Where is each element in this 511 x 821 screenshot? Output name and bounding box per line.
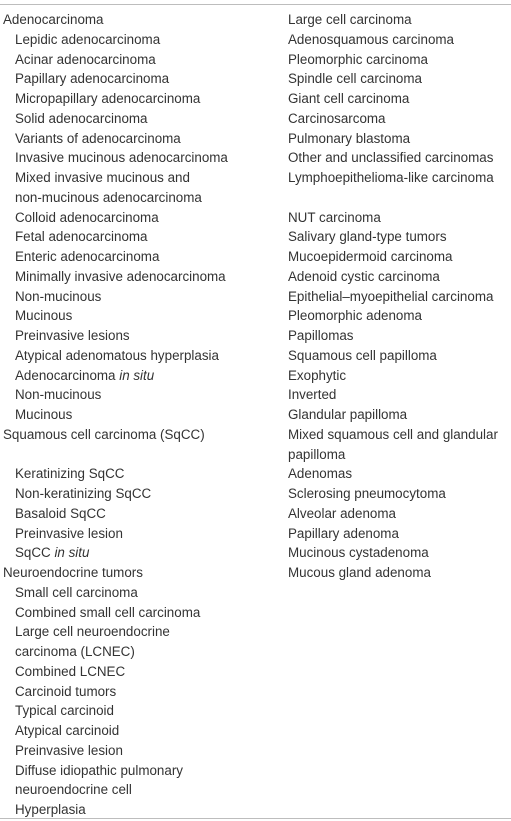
entry-text: Other and unclassified carcinomas [288, 150, 494, 166]
entry-text: Glandular papilloma [288, 407, 408, 422]
subtype-entry [3, 188, 285, 208]
category-heading [288, 543, 511, 563]
subtype-entry [3, 543, 285, 563]
entry-text: NUT carcinoma [288, 209, 381, 225]
category-heading [288, 168, 511, 188]
entry-text: Salivary gland-type tumors [288, 229, 447, 245]
subtype-entry [3, 168, 285, 188]
entry-text: Pleomorphic adenoma [288, 308, 422, 324]
entry-text: Preinvasive lesion [15, 742, 123, 758]
entry-text: Exophytic [288, 367, 347, 383]
subtype-entry [3, 504, 285, 524]
entry-text: Large cell carcinoma [288, 12, 412, 27]
category-heading [288, 30, 511, 50]
subtype-entry [3, 208, 285, 228]
entry-text: Carcinoid tumors [15, 683, 117, 699]
category-heading [288, 109, 511, 129]
category-heading [288, 267, 511, 287]
subtype-entry [3, 583, 285, 603]
entry-text: Invasive mucinous adenocarcinoma [15, 150, 228, 166]
subtype-entry [3, 622, 285, 642]
entry-text: Papillomas [288, 328, 354, 343]
entry-text: Adenocarcinoma [3, 12, 104, 27]
category-heading [288, 50, 511, 70]
entry-text: Solid adenocarcinoma [15, 110, 148, 126]
classification-column-right [288, 10, 511, 583]
entry-text: Combined LCNEC [15, 663, 126, 679]
entry-text: Acinar adenocarcinoma [15, 51, 156, 67]
category-heading [288, 366, 511, 386]
entry-text: Squamous cell papilloma [288, 347, 437, 363]
category-heading [288, 504, 511, 524]
subtype-entry [3, 800, 285, 820]
category-heading [288, 445, 511, 465]
subtype-entry [3, 227, 285, 247]
subtype-entry [3, 524, 285, 544]
entry-italic-text: in situ [119, 367, 155, 383]
entry-text: Mucinous [15, 407, 73, 422]
entry-text: Mucoepidermoid carcinoma [288, 249, 453, 264]
subtype-entry [3, 89, 285, 109]
entry-text: Non-keratinizing SqCC [15, 486, 152, 501]
entry-text: carcinoma (LCNEC) [15, 644, 135, 659]
entry-text: Carcinosarcoma [288, 110, 386, 126]
entry-text: Combined small cell carcinoma [15, 604, 201, 620]
entry-text: Mucous gland adenoma [288, 565, 431, 580]
category-heading [288, 287, 511, 307]
subtype-entry [3, 306, 285, 326]
subtype-entry [3, 405, 285, 425]
category-heading [3, 425, 285, 445]
subtype-entry [3, 603, 285, 623]
entry-text: Epithelial–myoepithelial carcinoma [288, 288, 494, 304]
entry-text: Neuroendocrine tumors [3, 565, 143, 580]
entry-text: non-mucinous adenocarcinoma [15, 189, 202, 205]
subtype-entry [3, 326, 285, 346]
classification-column-left [3, 10, 285, 820]
category-heading [288, 464, 511, 484]
entry-text: Lymphoepithelioma-like carcinoma [288, 170, 494, 185]
entry-text: Spindle cell carcinoma [288, 71, 422, 87]
entry-text: Adenomas [288, 466, 353, 482]
category-heading [288, 524, 511, 544]
category-heading [288, 306, 511, 326]
table-top-rule [0, 4, 511, 5]
category-heading [288, 326, 511, 346]
entry-text: Adenocarcinoma [15, 367, 120, 383]
entry-text: Lepidic adenocarcinoma [15, 31, 161, 47]
entry-text: Fetal adenocarcinoma [15, 229, 148, 245]
entry-text: Atypical carcinoid [15, 723, 120, 738]
entry-text: Minimally invasive adenocarcinoma [15, 268, 226, 284]
entry-text: Typical carcinoid [15, 703, 114, 719]
entry-text: Hyperplasia [15, 802, 86, 817]
subtype-entry [3, 780, 285, 800]
subtype-entry [3, 682, 285, 702]
entry-text: Non-mucinous [15, 387, 102, 403]
entry-text: Non-mucinous [15, 288, 102, 304]
subtype-entry [3, 721, 285, 741]
entry-text: Enteric adenocarcinoma [15, 249, 160, 264]
subtype-entry [3, 346, 285, 366]
category-heading [288, 484, 511, 504]
category-heading [288, 346, 511, 366]
entry-text: Basaloid SqCC [15, 505, 106, 521]
subtype-entry [3, 287, 285, 307]
entry-text: Preinvasive lesion [15, 525, 123, 541]
subtype-entry [3, 50, 285, 70]
entry-text: Keratinizing SqCC [15, 466, 125, 482]
subtype-entry [3, 464, 285, 484]
category-heading [288, 385, 511, 405]
category-heading [288, 129, 511, 149]
subtype-entry [3, 662, 285, 682]
entry-text: Atypical adenomatous hyperplasia [15, 347, 219, 363]
blank-line [3, 445, 285, 465]
entry-text: Adenoid cystic carcinoma [288, 268, 440, 284]
entry-text: Mucinous [15, 308, 73, 324]
category-heading [288, 208, 511, 228]
entry-text: SqCC [15, 545, 55, 561]
category-heading [288, 247, 511, 267]
category-heading [288, 563, 511, 583]
category-heading [3, 10, 285, 30]
entry-text: Variants of adenocarcinoma [15, 130, 181, 146]
category-heading [288, 69, 511, 89]
entry-text: Micropapillary adenocarcinoma [15, 91, 201, 106]
subtype-entry [3, 267, 285, 287]
table-bottom-rule [0, 818, 511, 819]
subtype-entry [3, 366, 285, 386]
subtype-entry [3, 247, 285, 267]
category-heading [288, 425, 511, 445]
entry-text: Adenosquamous carcinoma [288, 31, 454, 47]
entry-text: Inverted [288, 387, 337, 403]
subtype-entry [3, 385, 285, 405]
entry-text: Squamous cell carcinoma (SqCC) [3, 426, 205, 442]
category-heading [288, 10, 511, 30]
category-heading [288, 405, 511, 425]
entry-text: Large cell neuroendocrine [15, 624, 170, 640]
category-heading [288, 89, 511, 109]
category-heading [288, 227, 511, 247]
entry-text: Mucinous cystadenoma [288, 545, 429, 561]
subtype-entry [3, 484, 285, 504]
subtype-entry [3, 69, 285, 89]
entry-text: Papillary adenoma [288, 525, 399, 541]
entry-text: Preinvasive lesions [15, 328, 130, 343]
entry-text: Giant cell carcinoma [288, 91, 410, 106]
subtype-entry [3, 148, 285, 168]
subtype-entry [3, 761, 285, 781]
entry-text: Colloid adenocarcinoma [15, 209, 159, 225]
entry-text: Sclerosing pneumocytoma [288, 486, 446, 501]
entry-italic-text: in situ [54, 545, 90, 561]
subtype-entry [3, 30, 285, 50]
entry-text: Small cell carcinoma [15, 584, 138, 600]
entry-text: Mixed squamous cell and glandular [288, 426, 498, 442]
subtype-entry [3, 642, 285, 662]
entry-text: papilloma [288, 446, 346, 462]
entry-text: Pulmonary blastoma [288, 130, 411, 146]
entry-text: Papillary adenocarcinoma [15, 71, 170, 87]
blank-line [288, 188, 511, 208]
category-heading [3, 563, 285, 583]
entry-text: Pleomorphic carcinoma [288, 51, 428, 67]
subtype-entry [3, 129, 285, 149]
subtype-entry [3, 701, 285, 721]
entry-text: Diffuse idiopathic pulmonary [15, 762, 183, 778]
subtype-entry [3, 741, 285, 761]
subtype-entry [3, 109, 285, 129]
entry-text: neuroendocrine cell [15, 782, 132, 798]
entry-text: Alveolar adenoma [288, 505, 396, 521]
entry-text: Mixed invasive mucinous and [15, 170, 190, 185]
category-heading [288, 148, 511, 168]
